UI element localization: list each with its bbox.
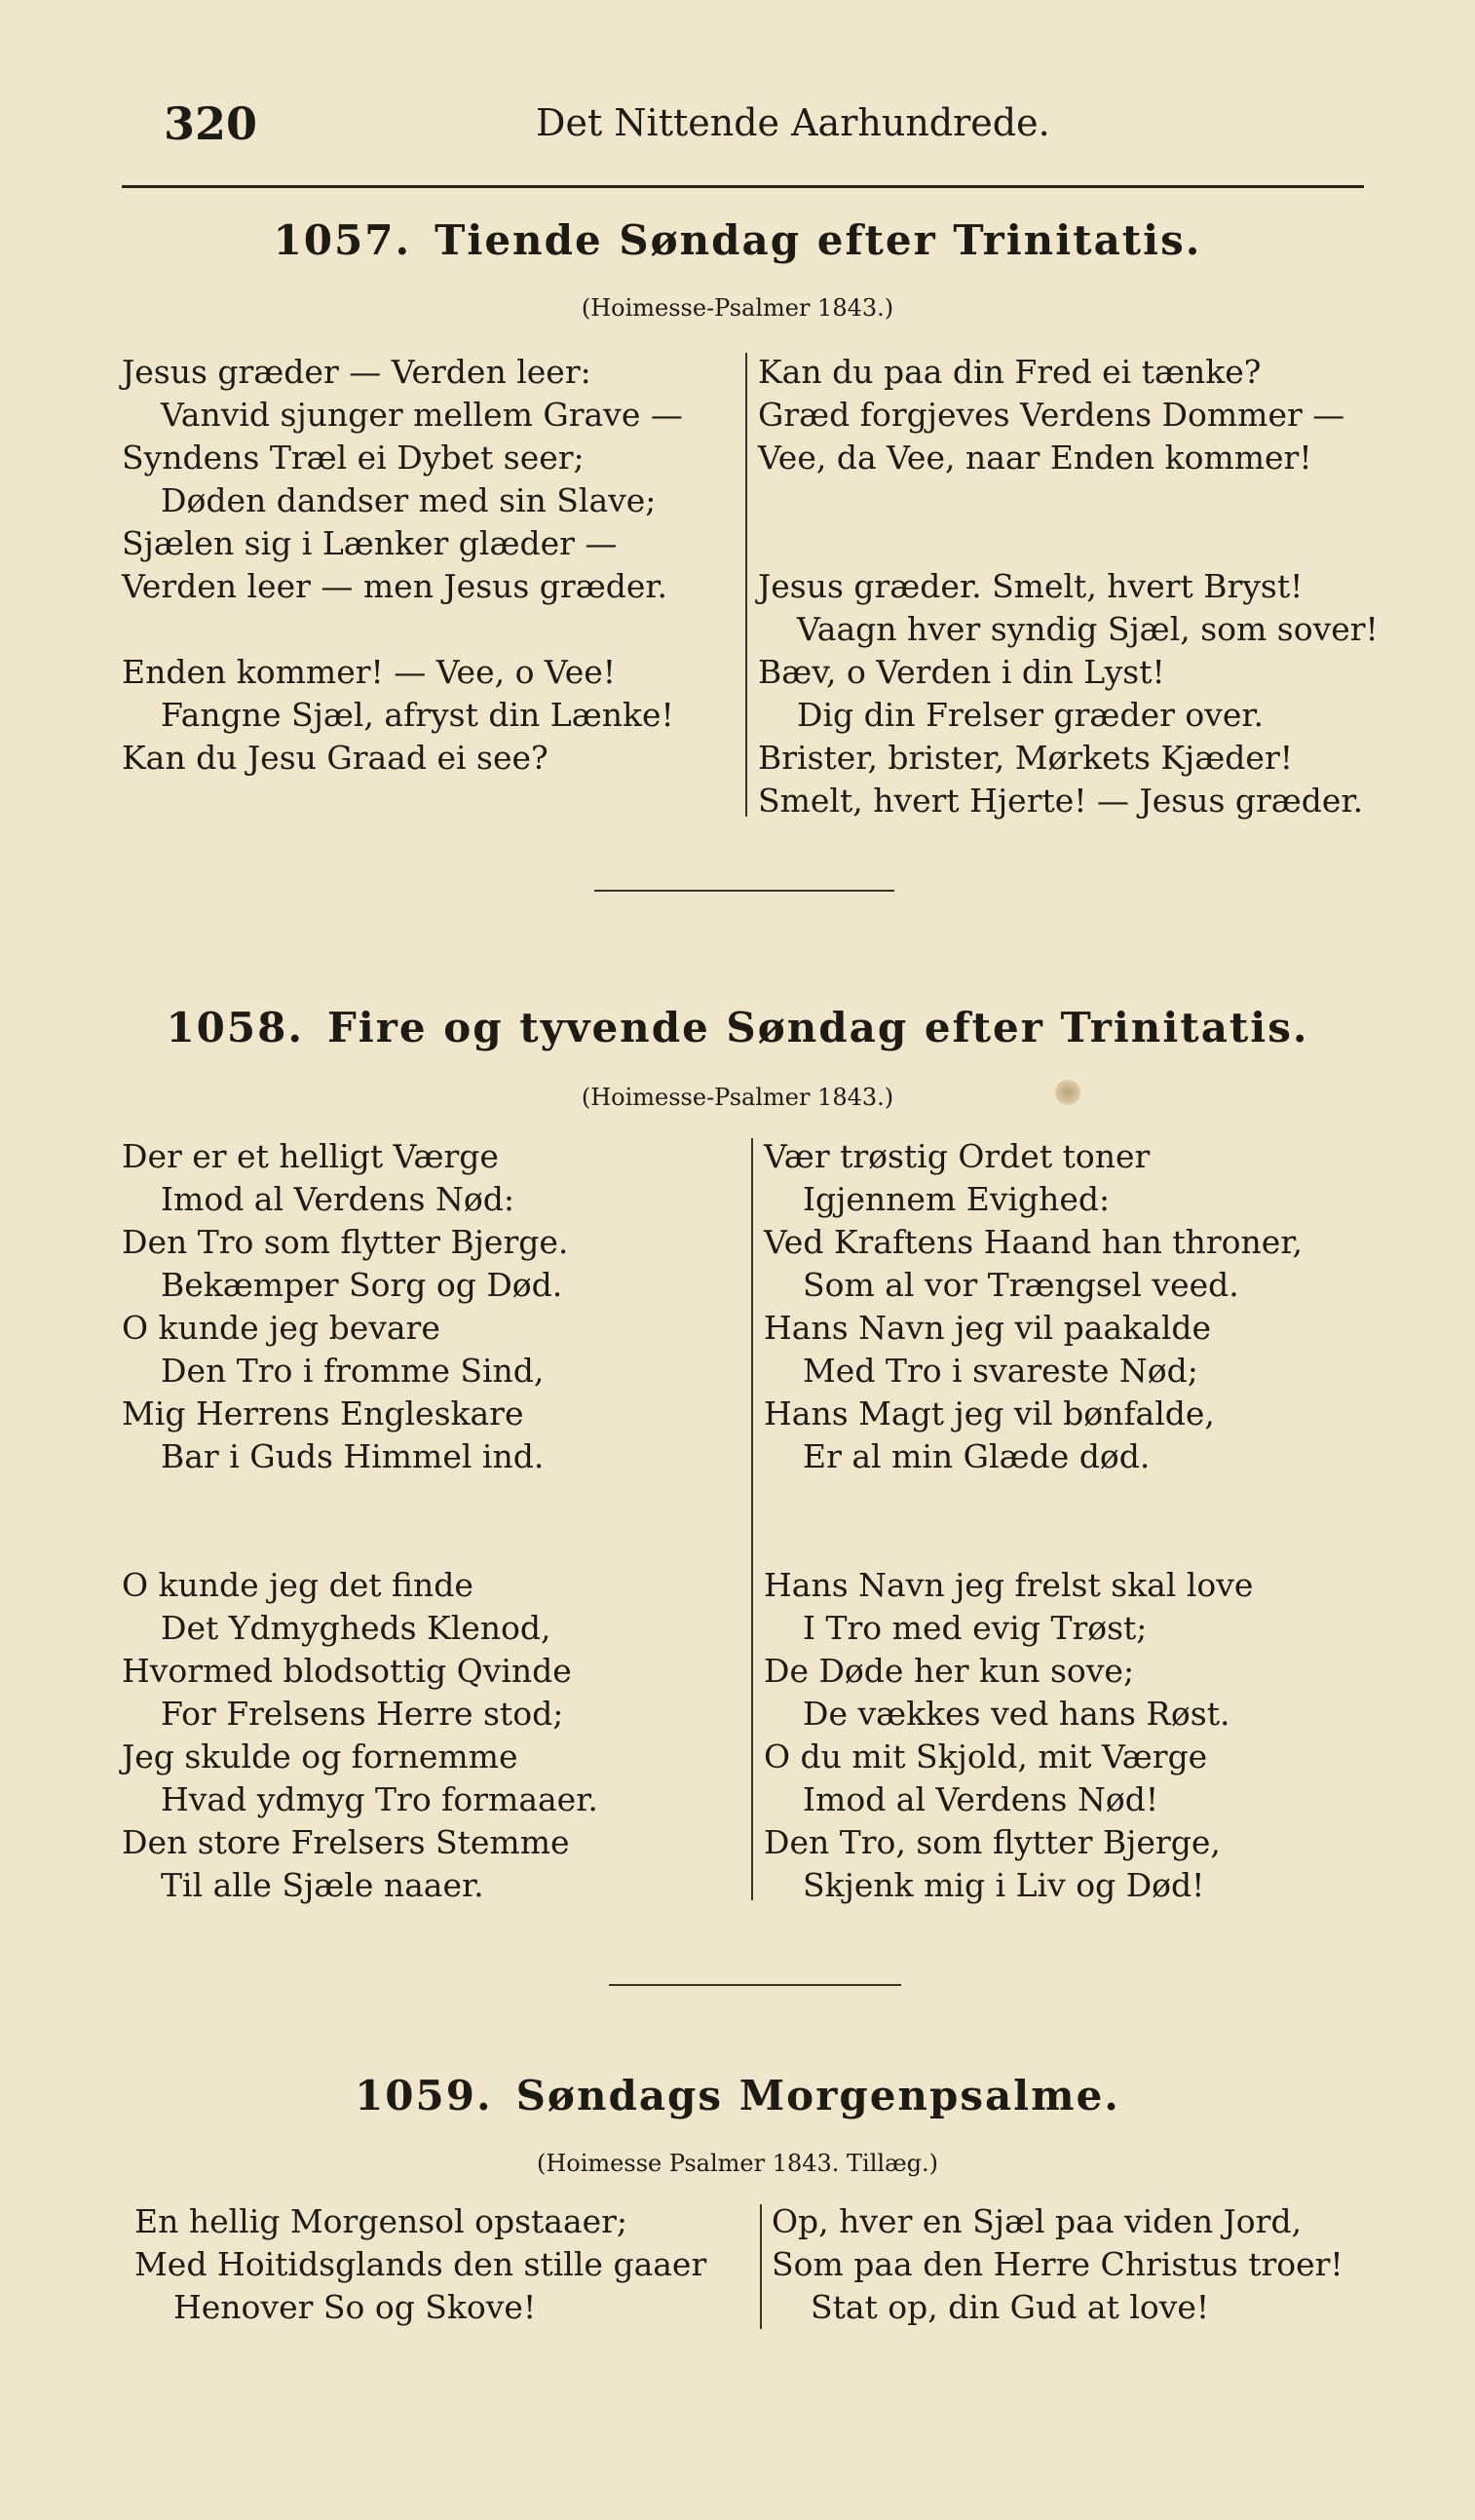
verse-line: Hvormed blodsottig Qvinde bbox=[122, 1652, 572, 1690]
verse-line: Henover So og Skove! bbox=[173, 2288, 537, 2326]
verse-line: Bæv, o Verden i din Lyst! bbox=[758, 653, 1165, 691]
column-divider bbox=[751, 1138, 753, 1900]
verse-line: Med Hoitidsglands den stille gaaer bbox=[134, 2245, 707, 2283]
verse-line: Vaagn hver syndig Sjæl, som sover! bbox=[797, 610, 1379, 648]
hymn-1058-source: (Hoimesse-Psalmer 1843.) bbox=[581, 1084, 894, 1111]
verse-line: Imod al Verdens Nød! bbox=[803, 1780, 1159, 1818]
verse-line: Hans Navn jeg vil paakalde bbox=[764, 1309, 1212, 1347]
verse-line: O kunde jeg bevare bbox=[122, 1309, 440, 1347]
verse-line: Som al vor Trængsel veed. bbox=[803, 1266, 1239, 1304]
verse-line: I Tro med evig Trøst; bbox=[803, 1609, 1148, 1647]
page-header bbox=[156, 97, 1364, 156]
verse-line: Smelt, hvert Hjerte! — Jesus græder. bbox=[758, 782, 1364, 820]
verse-line: Vee, da Vee, naar Enden kommer! bbox=[758, 439, 1312, 477]
verse-line: Kan du paa din Fred ei tænke? bbox=[758, 353, 1262, 391]
verse-line: Verden leer — men Jesus græder. bbox=[122, 567, 668, 605]
verse-line: Døden dandser med sin Slave; bbox=[161, 481, 657, 519]
verse-line: Stat op, din Gud at love! bbox=[811, 2288, 1210, 2326]
hymn-1059-source: (Hoimesse Psalmer 1843. Tillæg.) bbox=[537, 2150, 938, 2177]
hymn-1057-right-column bbox=[758, 351, 1379, 822]
verse-line: Vær trøstig Ordet toner bbox=[764, 1137, 1151, 1175]
verse-line: Op, hver en Sjæl paa viden Jord, bbox=[772, 2202, 1303, 2240]
hymn-1059-title bbox=[0, 2072, 1475, 2119]
verse-line: Jesus græder. Smelt, hvert Bryst! bbox=[758, 567, 1304, 605]
verse-line: De Døde her kun sove; bbox=[764, 1652, 1135, 1690]
hymn-1058-title bbox=[0, 1004, 1475, 1051]
hymn-1057-source: (Hoimesse-Psalmer 1843.) bbox=[581, 294, 894, 322]
hymn-title-text: Fire og tyvende Søndag efter Trinitatis. bbox=[326, 1004, 1309, 1051]
verse-line: Jesus græder — Verden leer: bbox=[122, 353, 591, 391]
verse-line: Til alle Sjæle naaer. bbox=[161, 1866, 484, 1904]
column-divider bbox=[760, 2204, 762, 2329]
verse-line: Bekæmper Sorg og Død. bbox=[161, 1266, 563, 1304]
verse-line: Brister, brister, Mørkets Kjæder! bbox=[758, 739, 1293, 777]
hymn-title-text: Søndags Morgenpsalme. bbox=[515, 2072, 1120, 2119]
verse-line: Igjennem Evighed: bbox=[803, 1180, 1111, 1218]
verse-line: Hvad ydmyg Tro formaaer. bbox=[161, 1780, 598, 1818]
verse-line: Enden kommer! — Vee, o Vee! bbox=[122, 653, 617, 691]
verse-line: Bar i Guds Himmel ind. bbox=[161, 1437, 545, 1475]
verse-line: Hans Magt jeg vil bønfalde, bbox=[764, 1394, 1215, 1432]
verse-line: Jeg skulde og fornemme bbox=[122, 1737, 518, 1775]
verse-line: Det Ydmygheds Klenod, bbox=[161, 1609, 551, 1647]
verse-line: Der er et helligt Værge bbox=[122, 1137, 499, 1175]
hymn-title-text: Tiende Søndag efter Trinitatis. bbox=[435, 216, 1202, 264]
verse-line: Fangne Sjæl, afryst din Lænke! bbox=[161, 696, 674, 734]
hymn-1057-title bbox=[0, 216, 1475, 264]
hymn-1058-right-column bbox=[764, 1135, 1303, 1907]
verse-line: Den store Frelsers Stemme bbox=[122, 1823, 570, 1861]
section-separator bbox=[609, 1984, 901, 1986]
verse-line: Den Tro i fromme Sind, bbox=[161, 1352, 545, 1390]
verse-line: De vækkes ved hans Røst. bbox=[803, 1695, 1230, 1733]
column-divider bbox=[745, 353, 747, 817]
hymn-1058-left-column bbox=[122, 1135, 598, 1907]
header-rule bbox=[122, 185, 1364, 188]
hymn-1059-right-column bbox=[772, 2200, 1343, 2329]
verse-line: Græd forgjeves Verdens Dommer — bbox=[758, 396, 1345, 434]
hymn-number: 1059. bbox=[355, 2072, 493, 2119]
verse-line: En hellig Morgensol opstaaer; bbox=[134, 2202, 628, 2240]
page-number: 320 bbox=[164, 97, 258, 150]
verse-line: Imod al Verdens Nød: bbox=[161, 1180, 514, 1218]
verse-line: Mig Herrens Engleskare bbox=[122, 1394, 524, 1432]
hymn-1059-left-column bbox=[134, 2200, 706, 2329]
verse-line: Ved Kraftens Haand han throner, bbox=[764, 1223, 1303, 1261]
hymn-1057-left-column bbox=[122, 351, 683, 780]
verse-line: For Frelsens Herre stod; bbox=[161, 1695, 564, 1733]
verse-line: Hans Navn jeg frelst skal love bbox=[764, 1566, 1254, 1604]
verse-line: Den Tro som flytter Bjerge. bbox=[122, 1223, 569, 1261]
verse-line: Er al min Glæde død. bbox=[803, 1437, 1151, 1475]
verse-line: Syndens Træl ei Dybet seer; bbox=[122, 439, 585, 477]
section-separator bbox=[594, 890, 894, 892]
verse-line: Kan du Jesu Graad ei see? bbox=[122, 739, 548, 777]
verse-line: Som paa den Herre Christus troer! bbox=[772, 2245, 1343, 2283]
verse-line: Skjenk mig i Liv og Død! bbox=[803, 1866, 1205, 1904]
hymn-number: 1057. bbox=[273, 216, 412, 264]
verse-line: Sjælen sig i Lænker glæder — bbox=[122, 524, 618, 562]
running-title: Det Nittende Aarhundrede. bbox=[536, 101, 1050, 144]
hymn-number: 1058. bbox=[166, 1004, 304, 1051]
verse-line: Dig din Frelser græder over. bbox=[797, 696, 1265, 734]
verse-line: O du mit Skjold, mit Værge bbox=[764, 1737, 1208, 1775]
paper-stain bbox=[1055, 1080, 1080, 1105]
verse-line: Den Tro, som flytter Bjerge, bbox=[764, 1823, 1221, 1861]
verse-line: Vanvid sjunger mellem Grave — bbox=[161, 396, 683, 434]
verse-line: Med Tro i svareste Nød; bbox=[803, 1352, 1198, 1390]
verse-line: O kunde jeg det finde bbox=[122, 1566, 473, 1604]
